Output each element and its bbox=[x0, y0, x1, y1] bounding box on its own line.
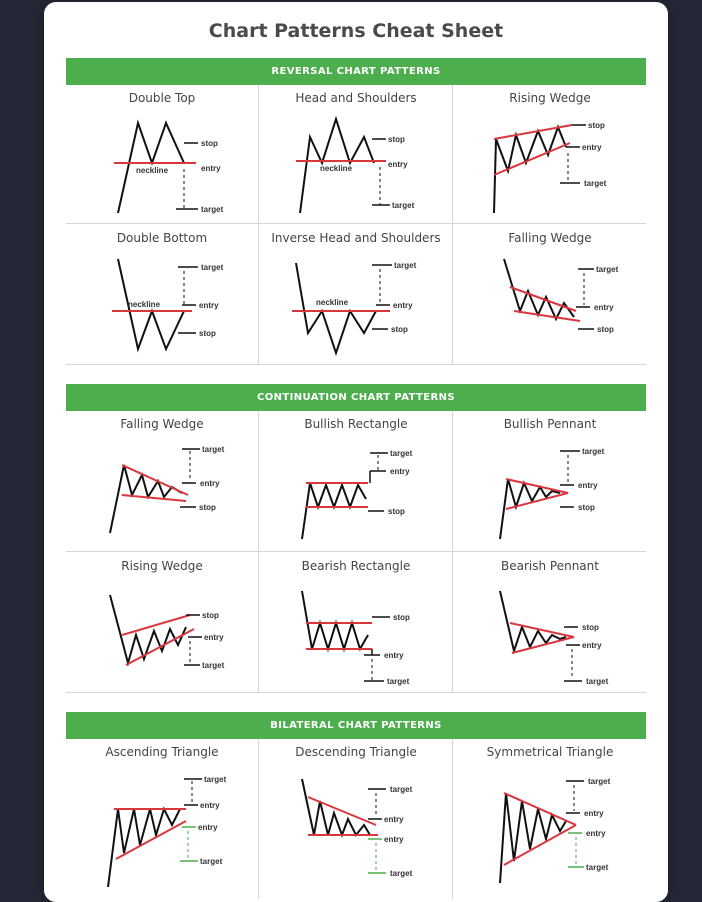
pattern-title: Bearish Rectangle bbox=[301, 559, 411, 573]
target-down-label: target bbox=[586, 863, 609, 872]
neckline-label: neckline bbox=[136, 166, 169, 175]
pattern-bearish-pennant bbox=[454, 553, 646, 691]
stop-label: stop bbox=[578, 503, 595, 512]
pattern-title: Falling Wedge bbox=[120, 417, 204, 431]
stop-label: stop bbox=[202, 611, 219, 620]
pattern-title: Symmetrical Triangle bbox=[486, 745, 614, 759]
stop-label: stop bbox=[199, 329, 216, 338]
pattern-title: Inverse Head and Shoulders bbox=[271, 231, 441, 245]
rising-wedge-continuation-diagram bbox=[66, 577, 258, 689]
stop-label: stop bbox=[388, 507, 405, 516]
pattern-head-and-shoulders bbox=[260, 85, 452, 223]
pattern-ascending-triangle bbox=[66, 739, 258, 899]
target-label: target bbox=[201, 205, 224, 214]
symmetrical-triangle-diagram bbox=[454, 763, 646, 895]
target-label: target bbox=[390, 449, 413, 458]
entry-label: entry bbox=[200, 801, 220, 810]
cheat-sheet-card bbox=[44, 2, 668, 902]
entry-label: entry bbox=[199, 301, 219, 310]
entry-label: entry bbox=[201, 164, 221, 173]
entry-label: entry bbox=[582, 143, 602, 152]
bullish-pennant-diagram bbox=[454, 435, 646, 547]
target-label: target bbox=[588, 777, 611, 786]
entry-label: entry bbox=[582, 641, 602, 650]
pattern-double-top bbox=[66, 85, 258, 223]
descending-triangle-diagram bbox=[260, 763, 452, 895]
falling-wedge-continuation-diagram bbox=[66, 435, 258, 547]
target-label: target bbox=[584, 179, 607, 188]
bearish-rectangle-diagram bbox=[260, 577, 452, 689]
entry-label: entry bbox=[388, 160, 408, 169]
pattern-symmetrical-triangle bbox=[454, 739, 646, 899]
pattern-title: Double Top bbox=[128, 91, 196, 105]
pattern-bearish-rectangle bbox=[260, 553, 452, 691]
entry-label: entry bbox=[384, 815, 404, 824]
pattern-title: Bearish Pennant bbox=[501, 559, 599, 573]
entry-label: entry bbox=[584, 809, 604, 818]
stop-label: stop bbox=[597, 325, 614, 334]
pattern-rising-wedge-continuation bbox=[66, 553, 258, 691]
target-label: target bbox=[582, 447, 605, 456]
section-reversal bbox=[66, 58, 646, 365]
target-label: target bbox=[392, 201, 415, 210]
pattern-title: Head and Shoulders bbox=[295, 91, 417, 105]
stop-label: stop bbox=[201, 139, 218, 148]
section-banner: REVERSAL CHART PATTERNS bbox=[66, 58, 646, 85]
pattern-bullish-rectangle bbox=[260, 411, 452, 549]
target-label: target bbox=[201, 263, 224, 272]
pattern-title: Bullish Pennant bbox=[503, 417, 597, 431]
stop-label: stop bbox=[582, 623, 599, 632]
pattern-title: Double Bottom bbox=[116, 231, 208, 245]
section-continuation bbox=[66, 384, 646, 693]
section-bilateral bbox=[66, 712, 646, 899]
entry-label: entry bbox=[594, 303, 614, 312]
pattern-inverse-head-and-shoulders bbox=[260, 225, 452, 363]
entry-down-label: entry bbox=[586, 829, 606, 838]
entry-label: entry bbox=[204, 633, 224, 642]
target-down-label: target bbox=[200, 857, 223, 866]
bearish-pennant-diagram bbox=[454, 577, 646, 689]
section-banner: BILATERAL CHART PATTERNS bbox=[66, 712, 646, 739]
target-label: target bbox=[387, 677, 410, 686]
bullish-rectangle-diagram bbox=[260, 435, 452, 547]
pattern-title: Rising Wedge bbox=[509, 91, 591, 105]
rising-wedge-diagram bbox=[454, 109, 646, 221]
stop-label: stop bbox=[588, 121, 605, 130]
pattern-title: Falling Wedge bbox=[508, 231, 592, 245]
target-label: target bbox=[202, 445, 225, 454]
stop-label: stop bbox=[199, 503, 216, 512]
target-label: target bbox=[390, 785, 413, 794]
ascending-triangle-diagram bbox=[66, 763, 258, 895]
target-label: target bbox=[596, 265, 619, 274]
entry-label: entry bbox=[390, 467, 410, 476]
pattern-title: Descending Triangle bbox=[295, 745, 417, 759]
neckline-label: neckline bbox=[128, 300, 161, 309]
target-label: target bbox=[204, 775, 227, 784]
inverse-head-and-shoulders-diagram bbox=[260, 249, 452, 361]
entry-label: entry bbox=[200, 479, 220, 488]
entry-down-label: entry bbox=[198, 823, 218, 832]
entry-down-label: entry bbox=[384, 835, 404, 844]
target-label: target bbox=[394, 261, 417, 270]
target-label: target bbox=[202, 661, 225, 670]
double-bottom-diagram bbox=[66, 249, 258, 361]
pattern-rising-wedge bbox=[454, 85, 646, 223]
target-label: target bbox=[586, 677, 609, 686]
stop-label: stop bbox=[393, 613, 410, 622]
head-and-shoulders-diagram bbox=[260, 109, 452, 221]
target-down-label: target bbox=[390, 869, 413, 878]
entry-label: entry bbox=[384, 651, 404, 660]
falling-wedge-diagram bbox=[454, 249, 646, 361]
pattern-double-bottom bbox=[66, 225, 258, 363]
pattern-descending-triangle bbox=[260, 739, 452, 899]
entry-label: entry bbox=[393, 301, 413, 310]
stop-label: stop bbox=[391, 325, 408, 334]
entry-label: entry bbox=[578, 481, 598, 490]
pattern-title: Rising Wedge bbox=[121, 559, 203, 573]
double-top-diagram bbox=[66, 109, 258, 221]
neckline-label: neckline bbox=[320, 164, 353, 173]
neckline-label: neckline bbox=[316, 298, 349, 307]
pattern-falling-wedge-reversal bbox=[454, 225, 646, 363]
pattern-title: Ascending Triangle bbox=[105, 745, 219, 759]
pattern-bullish-pennant bbox=[454, 411, 646, 549]
stop-label: stop bbox=[388, 135, 405, 144]
pattern-falling-wedge-continuation bbox=[66, 411, 258, 549]
section-banner: CONTINUATION CHART PATTERNS bbox=[66, 384, 646, 411]
pattern-title: Bullish Rectangle bbox=[304, 417, 408, 431]
sheet-title: Chart Patterns Cheat Sheet bbox=[208, 20, 504, 42]
